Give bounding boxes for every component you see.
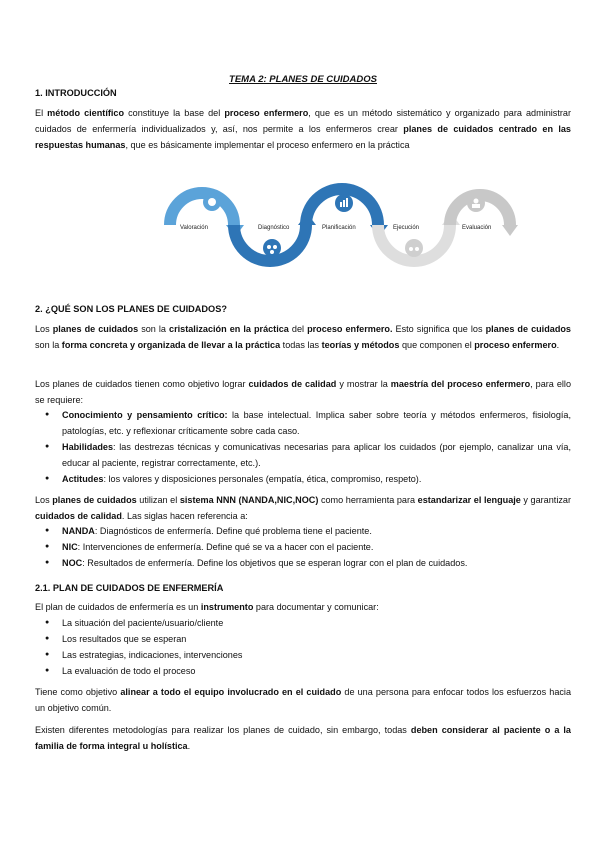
list-item: ● NIC: Intervenciones de enfermería. Define qué se va a hacer con el paciente. bbox=[35, 539, 571, 555]
step-label-ejecucion: Ejecución bbox=[393, 225, 420, 231]
plan-paragraph-2: Tiene como objetivo alinear a todo el equipo involucrado en el cuidado de una persona para enfocar todos los esfuerzos hacia un objetivo común. bbox=[35, 687, 571, 713]
que-son-paragraph-2: Los planes de cuidados tienen como objetivo lograr cuidados de calidad y mostrar la maestría del proceso enfermero, para ello se requiere: bbox=[35, 379, 572, 405]
section-heading-introduccion: 1. INTRODUCCIÓN bbox=[35, 88, 117, 98]
step-label-valoracion: Valoración bbox=[180, 225, 208, 231]
list-item: ● La situación del paciente/usuario/cliente bbox=[35, 615, 571, 631]
section-heading-que-son: 2. ¿QUÉ SON LOS PLANES DE CUIDADOS? bbox=[35, 304, 227, 314]
nursing-process-diagram bbox=[160, 165, 520, 280]
step-label-evaluacion: Evaluación bbox=[462, 225, 492, 231]
requisitos-list bbox=[35, 407, 571, 487]
list-item: ● NANDA: Diagnósticos de enfermería. Define qué problema tiene el paciente. bbox=[35, 523, 571, 539]
step-label-diagnostico: Diagnóstico bbox=[258, 225, 290, 231]
plan-paragraph-3: Existen diferentes metodologías para realizar los planes de cuidado, sin embargo, todas deben considerar al paciente o a la familia de forma integral u holística. bbox=[35, 725, 571, 751]
list-item: ● Las estrategias, indicaciones, intervenciones bbox=[35, 647, 571, 663]
list-item: ● Los resultados que se esperan bbox=[35, 631, 571, 647]
evaluacion-arrow-icon bbox=[502, 225, 518, 236]
list-item: ● Conocimiento y pensamiento crítico: la base intelectual. Implica saber sobre teoría y métodos enfermeros, fisiología, patologías, etc. y reflexionar críticamente sobre cada caso. bbox=[35, 407, 571, 439]
diagnostico-icon bbox=[263, 239, 281, 257]
list-item: ● NOC: Resultados de enfermería. Define los objetivos que se esperan lograr con el plan de cuidados. bbox=[35, 555, 571, 571]
list-item: ● Actitudes: los valores y disposiciones personales (empatía, ética, compromiso, respeto). bbox=[35, 471, 571, 487]
section-heading-plan-cuidados: 2.1. PLAN DE CUIDADOS DE ENFERMERÍA bbox=[35, 583, 224, 593]
document-title: TEMA 2: PLANES DE CUIDADOS bbox=[229, 74, 377, 85]
nnn-paragraph: Los planes de cuidados utilizan el sistema NNN (NANDA,NIC,NOC) como herramienta para estandarizar el lenguaje y garantizar cuidados de calidad. Las siglas hacen referencia a: bbox=[35, 495, 571, 521]
intro-paragraph: El método científico constituye la base del proceso enfermero, que es un método sistemático y organizado para administrar cuidados de enfermería individualizados y, así, nos permite a los enfermeros crear planes de cuidados centrado en las respuestas humanas, que es básicamente implementar el proceso enfermero en la práctica bbox=[35, 108, 571, 150]
ejecucion-icon bbox=[405, 239, 423, 257]
que-son-paragraph-1: Los planes de cuidados son la cristalización en la práctica del proceso enfermero. Esto significa que los planes de cuidados son la forma concreta y organizada de llevar a la práctica todas las teorías y métodos que componen el proceso enfermero. bbox=[35, 324, 571, 350]
list-item: ● La evaluación de todo el proceso bbox=[35, 663, 571, 679]
plan-list bbox=[35, 615, 571, 679]
step-label-planificacion: Planificación bbox=[322, 225, 356, 231]
nnn-list bbox=[35, 523, 571, 571]
valoracion-arc bbox=[170, 193, 234, 225]
plan-paragraph-1: El plan de cuidados de enfermería es un instrumento para documentar y comunicar: bbox=[35, 602, 379, 612]
list-item: ● Habilidades: las destrezas técnicas y comunicativas necesarias para aplicar los cuidados (por ejemplo, canalizar una vía, educar al paciente, registrar correctamente, etc.). bbox=[35, 439, 571, 471]
